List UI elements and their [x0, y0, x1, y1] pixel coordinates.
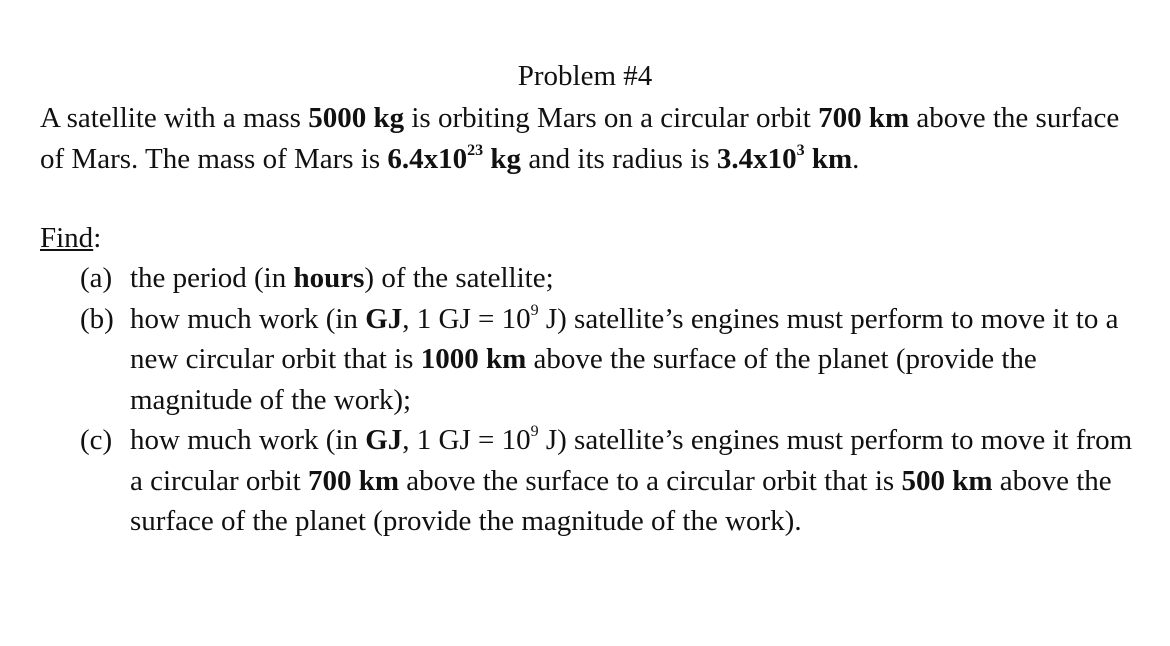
intro-text: is orbiting Mars on a circular orbit — [404, 102, 819, 134]
question-label: (a) — [80, 262, 113, 294]
satellite-mass: 5000 kg — [308, 102, 405, 134]
question-text: ) of the satellite; — [364, 262, 554, 294]
question-text: how much work (in — [130, 302, 366, 335]
question-text: , 1 GJ = 10 — [402, 424, 531, 456]
question-label: (b) — [80, 302, 114, 335]
new-orbit-altitude: 1000 km — [420, 343, 527, 375]
mars-radius — [717, 143, 852, 175]
question-unit: GJ — [365, 302, 403, 335]
problem-title: Problem #4 — [517, 60, 653, 92]
mars-mass-base: 6.4x10 — [387, 143, 468, 175]
intro-text: . — [852, 143, 860, 175]
question-text: above the surface of the planet (provide the magnitude of the work); — [130, 343, 1037, 416]
intro-text: above the surface of Mars. The mass of Mars is — [40, 102, 1120, 175]
question-unit: GJ — [365, 424, 403, 456]
mars-radius-unit: km — [804, 143, 853, 175]
question-text: above the surface of the planet (provide the magnitude of the work). — [130, 464, 1112, 537]
question-text: how much work (in — [130, 424, 366, 456]
lower-orbit-altitude: 500 km — [901, 464, 993, 497]
question-text: , 1 GJ = 10 — [402, 302, 531, 335]
mars-radius-base: 3.4x10 — [716, 143, 797, 175]
question-unit: hours — [293, 262, 365, 294]
mars-radius-exponent: 3 — [796, 142, 805, 159]
exponent: 9 — [530, 423, 539, 440]
intro-text: A satellite with a mass — [40, 102, 309, 134]
question-a — [80, 258, 1140, 299]
question-label: (c) — [80, 424, 113, 456]
question-text: the period (in — [130, 262, 294, 294]
orbit-altitude: 700 km — [818, 102, 910, 134]
find-label: Find — [40, 222, 94, 254]
problem-statement — [40, 98, 1140, 180]
question-text: J) satellite’s engines must perform to move it to a new circular orbit that is — [130, 302, 1119, 375]
mars-mass-exponent: 23 — [467, 142, 484, 159]
exponent: 9 — [530, 301, 539, 319]
mars-mass — [387, 143, 521, 175]
question-b — [80, 299, 1140, 421]
question-list — [80, 258, 1140, 542]
question-text: J) satellite’s engines must perform to move it from a circular orbit — [130, 424, 1133, 497]
mars-mass-unit: kg — [483, 143, 522, 175]
find-colon: : — [93, 222, 102, 254]
question-c — [80, 420, 1140, 542]
intro-text: and its radius is — [521, 143, 717, 175]
question-text: above the surface to a circular orbit that is — [398, 464, 902, 497]
initial-orbit-altitude: 700 km — [307, 464, 399, 497]
find-heading — [40, 218, 101, 258]
